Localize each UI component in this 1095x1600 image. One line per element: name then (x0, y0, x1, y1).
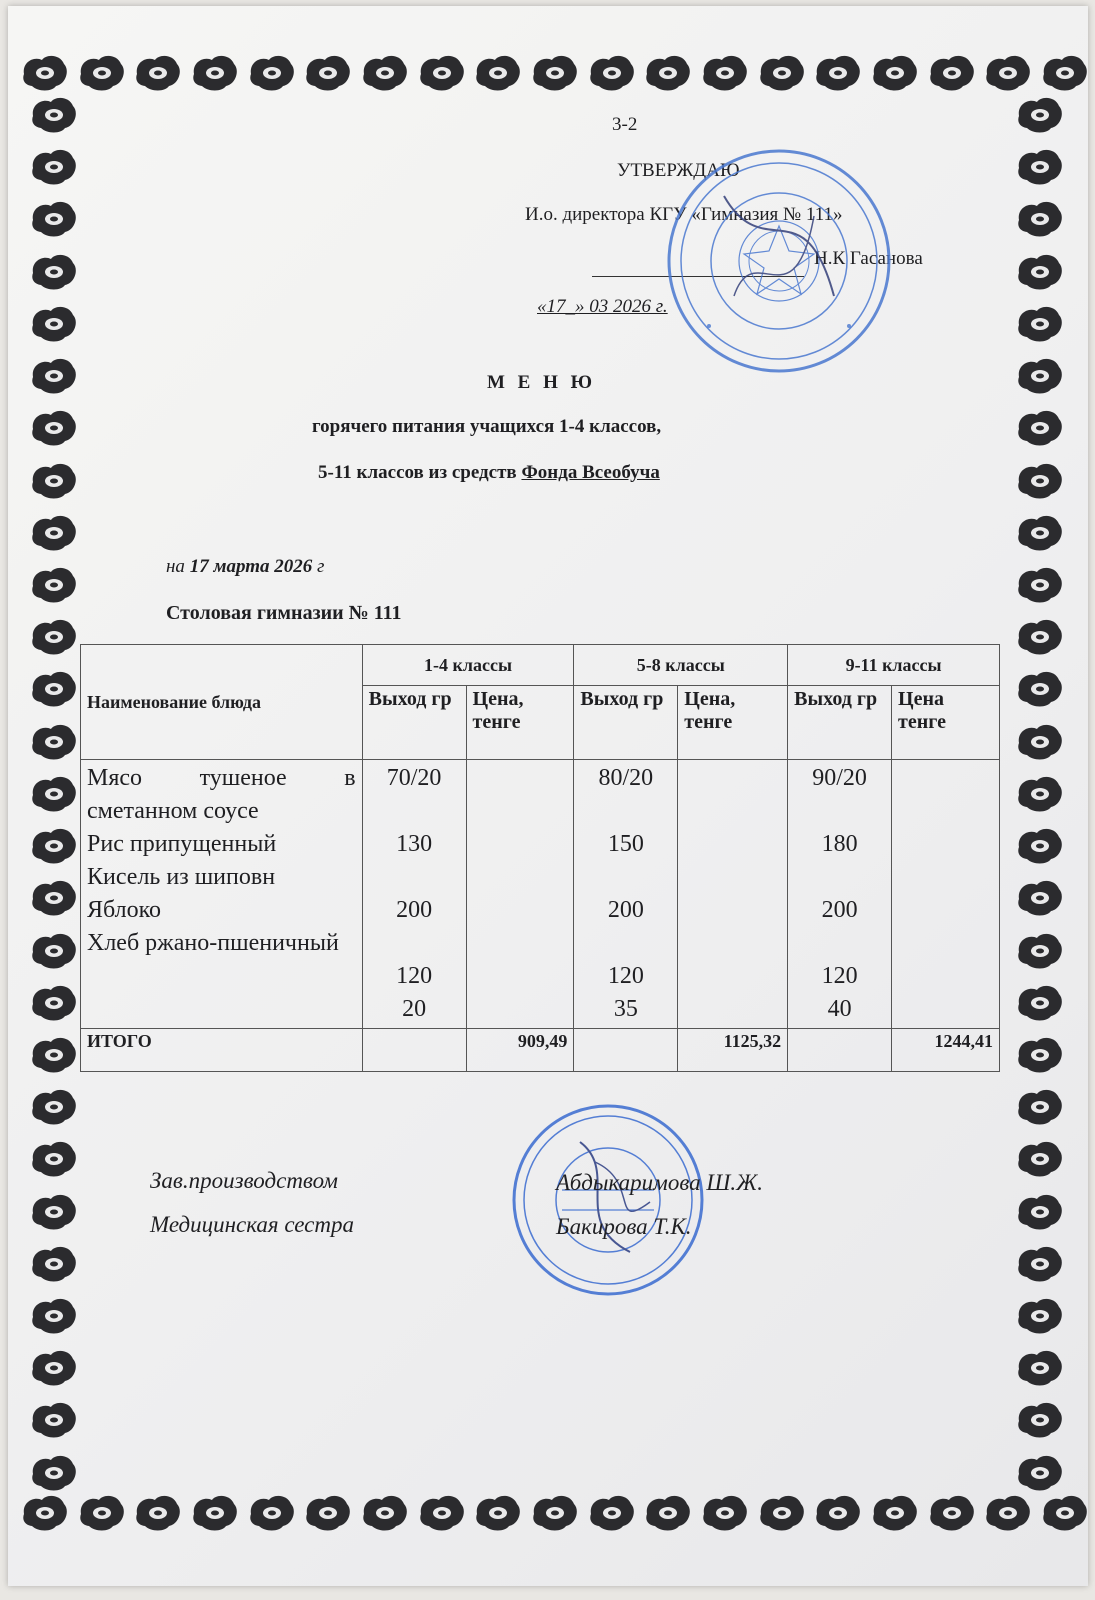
total-empty (362, 1029, 466, 1072)
price-cell-5-8 (678, 760, 788, 1029)
ornament-icon (1015, 407, 1065, 449)
ornament-icon (700, 1492, 750, 1534)
output-value: 200 (396, 897, 433, 923)
dish-item: Кисель из шиповн (87, 864, 276, 890)
ornament-icon (417, 1492, 467, 1534)
ornament-icon (20, 1492, 70, 1534)
ornament-icon (473, 1492, 523, 1534)
output-value: 40 (827, 996, 852, 1022)
ornament-icon (303, 1492, 353, 1534)
ornament-icon (29, 355, 79, 397)
price-cell-1-4 (466, 760, 574, 1029)
ornament-icon (20, 52, 70, 94)
menu-subtitle-line1: горячего питания учащихся 1-4 классов, (312, 416, 662, 437)
output-value: 200 (821, 897, 858, 923)
output-value: 120 (821, 963, 858, 989)
header-group-9-11: 9-11 классы (788, 645, 1000, 686)
ornament-icon (77, 1492, 127, 1534)
ornament-icon (417, 52, 467, 94)
ornament-icon (1015, 1034, 1065, 1076)
output-value: 90/20 (812, 765, 867, 791)
ornament-icon (303, 52, 353, 94)
ornament-icon (29, 407, 79, 449)
ornament-icon (1015, 982, 1065, 1024)
total-price-9-11: 1244,41 (892, 1029, 1000, 1072)
ornament-icon (1015, 721, 1065, 763)
director-position: И.о. директора КГУ «Гимназия № 111» (525, 204, 843, 225)
menu-date (166, 556, 324, 578)
ornament-icon (247, 1492, 297, 1534)
ornament-icon (29, 1138, 79, 1180)
ornament-icon (1015, 355, 1065, 397)
ornament-icon (190, 52, 240, 94)
nurse-role: Медицинская сестра (150, 1212, 354, 1237)
table-header-row (81, 645, 1000, 686)
header-output: Выход гр (362, 686, 466, 760)
output-value: 120 (607, 963, 644, 989)
total-price-1-4: 909,49 (466, 1029, 574, 1072)
ornament-icon (1015, 146, 1065, 188)
ornament-icon (29, 773, 79, 815)
entrepreneur-stamp (510, 1102, 706, 1298)
output-value (369, 861, 460, 894)
production-head-name: Абдыкаримова Ш.Ж. (556, 1170, 763, 1195)
ornament-icon (29, 1347, 79, 1389)
ornament-icon (77, 52, 127, 94)
header-price: Цена, тенге (466, 686, 574, 760)
approve-label: УТВЕРЖДАЮ (617, 160, 740, 181)
ornament-icon (29, 721, 79, 763)
ornament-icon (29, 94, 79, 136)
output-value: 70/20 (386, 765, 442, 791)
ornament-icon (983, 52, 1033, 94)
ornament-icon (29, 1452, 79, 1494)
total-label: ИТОГО (81, 1029, 363, 1072)
output-value: 20 (402, 996, 427, 1022)
output-value (580, 927, 671, 960)
ornament-icon (870, 52, 920, 94)
header-price: Цена тенге (892, 686, 1000, 760)
ornament-icon (1015, 616, 1065, 658)
output-value: 120 (396, 963, 433, 989)
ornament-icon (1015, 564, 1065, 606)
ornament-icon (643, 52, 693, 94)
output-value: 150 (607, 831, 644, 857)
output-value (580, 795, 671, 828)
ornament-icon (1015, 1295, 1065, 1337)
total-price-5-8: 1125,32 (678, 1029, 788, 1072)
ornament-icon (813, 1492, 863, 1534)
header-price: Цена, тенге (678, 686, 788, 760)
ornament-border-bottom (20, 1482, 1090, 1544)
ornament-icon (29, 877, 79, 919)
menu-subtitle-line2 (318, 462, 660, 484)
ornament-icon (870, 1492, 920, 1534)
ornament-icon (1015, 877, 1065, 919)
dish-item: Яблоко (87, 897, 162, 923)
ornament-icon (927, 52, 977, 94)
ornament-icon (1015, 1243, 1065, 1285)
dish-item: Рис припущенный (87, 831, 277, 857)
approval-date: «17_» 03 2026 г. (537, 296, 668, 317)
ornament-icon (29, 825, 79, 867)
ornament-icon (927, 1492, 977, 1534)
ornament-icon (530, 1492, 580, 1534)
output-value: 80/20 (598, 765, 654, 791)
menu-title: М Е Н Ю (487, 372, 597, 393)
ornament-icon (29, 303, 79, 345)
ornament-icon (29, 460, 79, 502)
ornament-icon (1015, 251, 1065, 293)
ornament-icon (29, 1243, 79, 1285)
total-empty (788, 1029, 892, 1072)
output-value (794, 927, 885, 960)
ornament-icon (1040, 52, 1090, 94)
output-cell-5-8 (574, 760, 678, 1029)
output-value: 35 (613, 996, 638, 1022)
ornament-icon (29, 146, 79, 188)
ornament-icon (1040, 1492, 1090, 1534)
official-seal-stamp (664, 146, 894, 376)
header-group-5-8: 5-8 классы (574, 645, 788, 686)
ornament-icon (29, 930, 79, 972)
ornament-border-right (1008, 94, 1072, 1494)
ornament-icon (1015, 1399, 1065, 1441)
total-empty (574, 1029, 678, 1072)
ornament-icon (29, 1191, 79, 1233)
ornament-icon (757, 52, 807, 94)
ornament-icon (247, 52, 297, 94)
ornament-icon (1015, 773, 1065, 815)
ornament-icon (1015, 930, 1065, 972)
ornament-icon (29, 251, 79, 293)
dish-item: Хлеб ржано-пшеничный (87, 930, 339, 956)
ornament-icon (1015, 94, 1065, 136)
ornament-icon (29, 1295, 79, 1337)
ornament-border-top (20, 42, 1090, 104)
ornament-icon (1015, 303, 1065, 345)
table-row-dishes (81, 760, 1000, 1029)
ornament-icon (29, 616, 79, 658)
nurse-name: Бакирова Т.К. (556, 1214, 692, 1239)
ornament-icon (29, 198, 79, 240)
ornament-icon (29, 668, 79, 710)
ornament-icon (29, 1086, 79, 1128)
output-value (794, 795, 885, 828)
output-value (580, 861, 671, 894)
ornament-icon (1015, 512, 1065, 554)
ornament-icon (190, 1492, 240, 1534)
header-output: Выход гр (788, 686, 892, 760)
ornament-icon (133, 52, 183, 94)
ornament-icon (1015, 1138, 1065, 1180)
header-group-1-4: 1-4 классы (362, 645, 574, 686)
ornament-icon (587, 1492, 637, 1534)
ornament-icon (1015, 668, 1065, 710)
output-cell-9-11 (788, 760, 892, 1029)
ornament-icon (587, 52, 637, 94)
date-prefix: на (166, 556, 190, 577)
ornament-icon (133, 1492, 183, 1534)
ornament-icon (29, 1399, 79, 1441)
ornament-icon (29, 982, 79, 1024)
ornament-icon (360, 1492, 410, 1534)
output-value (794, 861, 885, 894)
ornament-icon (1015, 1452, 1065, 1494)
ornament-icon (29, 1034, 79, 1076)
header-output: Выход гр (574, 686, 678, 760)
ornament-icon (473, 52, 523, 94)
output-value: 180 (821, 831, 858, 857)
ornament-icon (1015, 198, 1065, 240)
output-value (369, 795, 460, 828)
dish-item: Мясо тушеное в сметанном соусе (87, 765, 356, 824)
price-cell-9-11 (892, 760, 1000, 1029)
ornament-icon (1015, 1191, 1065, 1233)
ornament-icon (29, 564, 79, 606)
output-value: 200 (607, 897, 644, 923)
ornament-border-left (22, 94, 86, 1494)
ornament-icon (983, 1492, 1033, 1534)
ornament-icon (1015, 1086, 1065, 1128)
ornament-icon (757, 1492, 807, 1534)
header-dish-name: Наименование блюда (81, 645, 363, 760)
ornament-icon (1015, 1347, 1065, 1389)
output-cell-1-4 (362, 760, 466, 1029)
subtitle-prefix: 5-11 классов из средств (318, 462, 522, 483)
doc-number: 3-2 (612, 114, 638, 135)
table-row-total (81, 1029, 1000, 1072)
menu-table (80, 644, 1000, 1072)
canteen-name: Столовая гимназии № 111 (166, 602, 402, 624)
ornament-icon (530, 52, 580, 94)
output-value (369, 927, 460, 960)
ornament-icon (360, 52, 410, 94)
ornament-icon (643, 1492, 693, 1534)
production-head-role: Зав.производством (150, 1168, 338, 1193)
date-suffix: г (312, 556, 325, 577)
ornament-icon (29, 512, 79, 554)
ornament-icon (1015, 825, 1065, 867)
date-value: 17 марта 2026 (189, 556, 313, 577)
ornament-icon (813, 52, 863, 94)
fund-name: Фонда Всеобуча (521, 462, 660, 483)
ornament-icon (700, 52, 750, 94)
director-name: Н.К Гасанова (814, 248, 923, 269)
dish-list-cell (81, 760, 363, 1029)
ornament-icon (1015, 460, 1065, 502)
output-value: 130 (396, 831, 433, 857)
